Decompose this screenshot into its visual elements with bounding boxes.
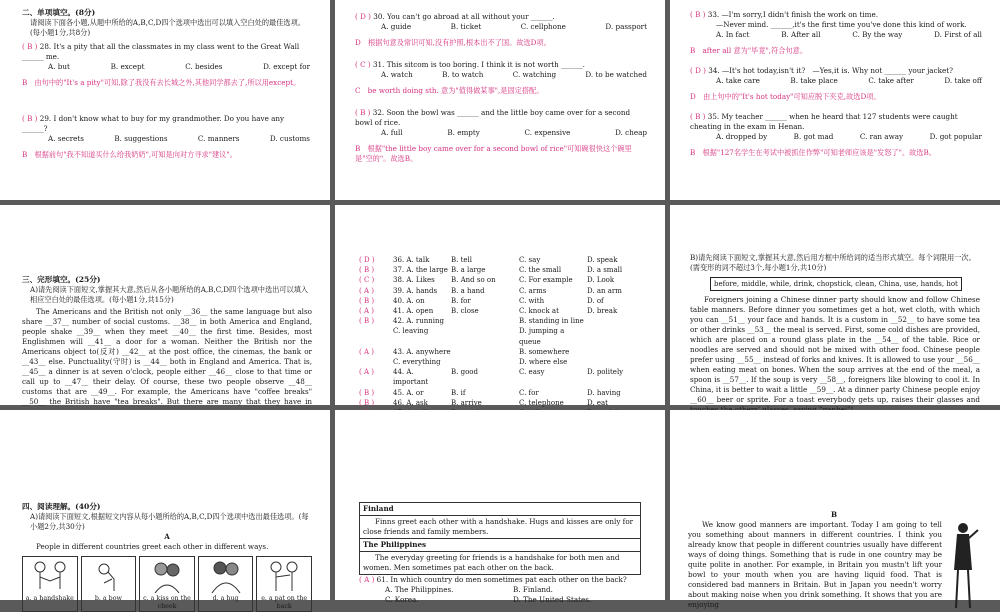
cloze-option: B. close (451, 307, 479, 316)
cloze-option: D. of (587, 296, 604, 305)
cloze-option: C. For example (519, 276, 573, 285)
options-61: A. The Philippines. B. Finland. C. Korea. D. The United States. (385, 585, 592, 604)
cloze-option: B. arrive (451, 398, 482, 407)
answer-mark: ( B ) (359, 388, 375, 397)
woman-figure-illustration (946, 520, 980, 610)
explanation-31: C be worth doing sth. 意为"值得做某事",是固定搭配。 (355, 86, 544, 95)
explanation-35: B 根据"127名学生在考试中被抓住作弊"可知老师应该是"发怒了"。故选B。 (690, 148, 936, 157)
question-34: ( D ) 34. —It's hot today,isn't it? —Yes,it is. Why not ______ your jacket? (690, 66, 953, 75)
cloze-option: 44. A. important (393, 368, 429, 387)
explanation-28: B 由句中的"It's a pity"可知,除了我没有去长城之外,其他同学都去了,所以用except。 (22, 78, 301, 87)
instructions: B)请先阅读下面短文,掌握其大意,然后用方框中所给词的适当形式填空。每个词限用一次。(需变形的词不超过3个,每小题1分,共10分) (690, 253, 976, 272)
explanation-34: D 由上句中的"It's hot today"可知应脱下夹克,故选D项。 (690, 92, 881, 101)
cloze-option: 37. A. the large (393, 266, 448, 275)
page-panel-6 (670, 205, 1000, 405)
answer-mark: ( A ) (359, 286, 374, 295)
cloze-option: 36. A. talk (393, 256, 430, 264)
passage-title: B (830, 510, 838, 519)
cloze-option (451, 326, 519, 346)
fill-passage: Foreigners joining a Chinese dinner party should know and follow Chinese table manners. Before dinner you sometimes get a hot, wet cloth, with which you can __51__ your face and hands. It is a custom in __52__ to have some tea or other drinks __53__ the meal is served. First, some cold dishes are provided, which are placed on a round glass plate in the __54__ of the table. Rice or noodles are served and should not be mixed with other food. Chinese people prefer using __55__ instead of forks and knives. It is allowed to use your __56__ when eating meat on bones. When the soup arrives at the end of the meal, a spoon is __57__. If the soup is very __58__, foreigners like blowing to cool it. In China, it is better to wait a little __59__. At a dinner party Chinese people enjoy __60__ beer or sprite. For a toast everybody gets up, raises their glasses and (690, 295, 980, 404)
picture-handshake: a. a handshake (22, 556, 78, 612)
question-61: ( A ) 61. In which country do men sometimes pat each other on the back? (359, 575, 627, 584)
instructions: A)请阅读下面短文,根据短文内容从每小题所给的A,B,C,D四个选项中选出最佳选项。(每小题2分,共30分) (30, 512, 309, 531)
bow-illustration (84, 559, 132, 593)
passage-title: A (164, 532, 170, 541)
country-philippines-text: The everyday greeting for friends is a handshake for both men and women. Men sometimes pat each other on the back. (363, 553, 620, 572)
cloze-option: C. arms (519, 286, 547, 295)
options-29: A. secrets B. suggestions C. manners D. customs (48, 134, 310, 143)
question-32: ( B ) 32. Soon the bowl was ______ and the little boy came over for a second bowl of rice. (355, 108, 631, 127)
page-panel-1 (0, 0, 330, 200)
cloze-option: D. eat (587, 398, 608, 407)
question-31: ( C ) 31. This sitcom is too boring. I think it is not worth ______. (355, 60, 585, 69)
cloze-option: C. with (519, 296, 545, 305)
word-box: before, middle, while, drink, chopstick, clean, China, use, hands, hot (710, 277, 962, 291)
section-heading: 三、完形填空。(25分) (22, 275, 101, 284)
question-35: ( B ) 35. My teacher ______ when he heard that 127 students were caught cheating in the exam in Henan. (690, 112, 958, 131)
cloze-option: 45. A. or (393, 388, 424, 397)
options-32: A. full B. empty C. expensive D. cheap (381, 128, 647, 137)
greeting-pictures (22, 556, 312, 612)
picture-kiss: c. a kiss on the cheek (139, 556, 195, 612)
page-panel-8 (335, 410, 665, 604)
cloze-option (587, 316, 647, 326)
kiss-illustration (143, 559, 191, 593)
cloze-option: C. easy (519, 368, 545, 377)
cloze-option: C. for (519, 388, 539, 397)
cloze-option: B. if (451, 388, 466, 397)
answer-mark (359, 357, 393, 367)
cloze-option: B. tell (451, 256, 473, 264)
manners-passage: We know good manners are important. Today I am going to tell you something about manners in different countries. I think you already know that people in different countries usually have different ways of doing things. Something that is rude in one country may be quite polite in another. For example, in Britain you mustn't lift your bowl to your mouth when you are having liquid food. That is considered bad manners in Britain. But in Japan you needn't worry about making noise when you drink something. It shows that you are enjoying (688, 520, 942, 609)
cloze-option: C. knock at (519, 307, 559, 316)
cloze-option: B. standing in line (519, 317, 584, 326)
cloze-option: D. politely (587, 368, 624, 377)
answer-mark: ( C ) (359, 276, 375, 285)
handshake-illustration (26, 559, 74, 593)
pat-illustration (260, 559, 308, 593)
page-panel-5 (335, 205, 665, 405)
page-panel-4 (0, 205, 330, 405)
passage-intro: People in different countries greet each other in different ways. (36, 542, 269, 551)
cloze-option: 43. A. anywhere (393, 347, 451, 356)
answer-mark: ( B ) (359, 317, 375, 326)
section-heading: 二、单项填空。(8分) (22, 8, 96, 17)
cloze-option: 38. A. Likes (393, 276, 435, 285)
cloze-option: B. for (451, 296, 471, 305)
cloze-option: D. break (587, 307, 618, 316)
cloze-option: D. an arm (587, 286, 622, 295)
cloze-option: D. where else (519, 358, 568, 367)
cloze-option: D. a small (587, 266, 623, 275)
cloze-option: 46. A. ask (393, 398, 428, 407)
instructions: A)请先阅读下面短文,掌握其大意,然后从各小题所给的A,B,C,D四个选项中选出可以填入相应空白处的最佳选项。(每小题1分,共15分) (30, 285, 309, 304)
cloze-option (587, 347, 647, 357)
cloze-option: B. a hand (451, 286, 485, 295)
cloze-option: D. speak (587, 256, 618, 264)
options-28: A. but B. except C. besides D. except for (48, 62, 310, 71)
explanation-30: D 根据句意及常识可知,没有护照,根本出不了国。故选D项。 (355, 38, 551, 47)
answer-mark: ( B ) (22, 42, 38, 51)
cloze-option: C. telephone (519, 398, 564, 407)
cloze-option: D. having (587, 388, 621, 397)
page-panel-3 (670, 0, 1000, 200)
answer-mark: ( D ) (359, 256, 375, 264)
cloze-option: 39. A. hands (393, 286, 438, 295)
answer-mark (359, 326, 393, 346)
instructions: 请阅读下面各小题,从题中所给的A,B,C,D四个选项中选出可以填入空白处的最佳选项。(每小题1分,共8分) (30, 18, 305, 37)
hug-illustration (202, 559, 250, 593)
answer-mark: ( B ) (359, 398, 375, 407)
question-29: ( B ) 29. I don't know what to buy for my grandmother. Do you have any ______? (22, 114, 285, 133)
country-finland-text: Finns greet each other with a handshake. Hugs and kisses are only for close friends and family members. (363, 517, 634, 536)
explanation-29: B 根据前句"我不知道买什么给我奶奶",可知是向对方寻求"建议"。 (22, 150, 237, 159)
answer-mark: ( B ) (359, 266, 375, 275)
country-philippines-heading: The Philippines (360, 538, 640, 552)
cloze-option: D. jumping a queue (519, 327, 565, 346)
cloze-option (587, 357, 647, 367)
cloze-option: B. And so on (451, 276, 496, 285)
answer-mark: ( A ) (359, 347, 374, 356)
cloze-option: 40. A. on (393, 296, 425, 305)
cloze-passage: The Americans and the British not only __36__ the same language but also share __37__ number of social customs. __38__ in both America and England, people shake __39__ when they meet __40__ the first time. Besides, most Englishmen will __41__ a door for a woman. Neither the British nor the Americans object to(反对) __42__ at the post office, the cinemas, the bank or __43__ else. Punctuality(守时) is __44__ both in England and America. That is, __45__ a dinner is at seven o'clock, people either __46__ close to that time or call up to __47__ their delay. Of course, these two people observe __48__ customs that are __49__. For example, the Americans have "coffee breaks" __50__ the British have "tea breaks". But there are many that they have in (22, 307, 312, 406)
answer-mark: ( B ) (359, 296, 375, 305)
cloze-option: B. somewhere (519, 347, 570, 356)
answer-mark: ( A ) (359, 368, 374, 377)
cloze-option: D. Look (587, 276, 615, 285)
question-28: ( B ) 28. It's a pity that all the classmates in my class went to the Great Wall ______ me. (22, 42, 300, 61)
cloze-option (451, 347, 519, 357)
country-box (359, 502, 641, 575)
options-35: A. dropped by B. got mad C. ran away D. got popular (716, 132, 982, 141)
picture-pat: e. a pat on the back (256, 556, 312, 612)
cloze-option: C. say (519, 256, 541, 264)
cloze-option (451, 316, 519, 326)
options-30: A. guide B. ticket C. cellphone D. passport (381, 22, 647, 31)
explanation-33: B after all 意为"毕竟",符合句意。 (690, 46, 808, 55)
cloze-option: 41. A. open (393, 307, 434, 316)
options-31: A. watch B. to watch C. watching D. to be watched (381, 70, 647, 79)
page-panel-9 (670, 410, 1000, 609)
cloze-option (587, 326, 647, 346)
cloze-option (451, 357, 519, 367)
question-33: ( B ) 33. —I'm sorry,I didn't finish the work on time. (690, 10, 878, 19)
cloze-option: 42. A. running (393, 317, 444, 326)
cloze-option: B. a large (451, 266, 486, 275)
question-33-line2: —Never mind. ______,it's the first time you've done this kind of work. (716, 20, 967, 29)
answer-mark: ( A ) (359, 307, 374, 316)
country-finland-heading: Finland (360, 503, 640, 516)
cloze-option: C. leaving (393, 327, 429, 336)
page-panel-7 (0, 410, 330, 610)
picture-bow: b. a bow (81, 556, 137, 612)
picture-hug: d. a hug (198, 556, 254, 612)
explanation-32: B 根据"the little boy came over for a second bowl of rice"可知碗很快这个碗里是"空的"。故选B。 (355, 144, 632, 163)
options-33: A. In fact B. After all C. By the way D. First of all (716, 30, 982, 39)
cloze-option: C. everything (393, 358, 441, 367)
cloze-option: C. the small (519, 266, 562, 275)
question-30: ( D ) 30. You can't go abroad at all without your ______. (355, 12, 555, 21)
section-heading: 四、阅读理解。(40分) (22, 502, 101, 511)
options-34: A. take care B. take place C. take after D. take off (716, 76, 982, 85)
cloze-option: B. good (451, 368, 478, 377)
page-panel-2 (335, 0, 665, 200)
